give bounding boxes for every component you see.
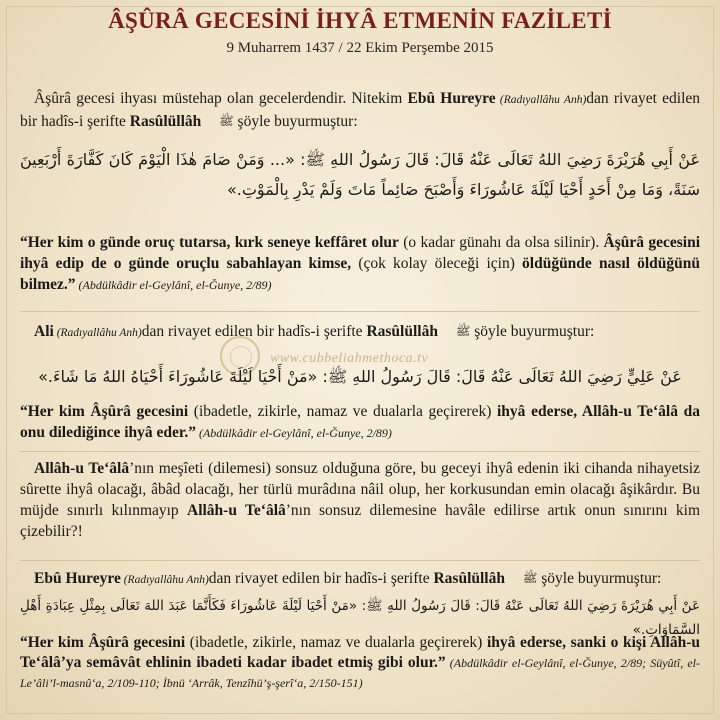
- section2-translation: “Her kim Âşûrâ gecesini (ibadetle, zikirle, namaz ve dualarla geçirerek) ihyâ ederse, Allâh-u Te‘âlâ da onu dilediğince ihyâ eder.” (Abdülkâdir el-Geylânî, el-Ğunye, 2/89): [20, 403, 700, 441]
- divider: [20, 451, 700, 452]
- watermark-site: www.cubbeliahmethoca.tv: [270, 351, 429, 366]
- section4-intro: Ebû Hureyre (Radıyallâhu Anh)dan rivayet edilen bir hadîs-i şerifte Rasûlüllâh ﷺ şöyle buyurmuştur:: [34, 570, 662, 587]
- salawat-icon: ﷺ: [219, 114, 234, 128]
- section4-translation: “Her kim Âşûrâ gecesini (ibadetle, zikirle, namaz ve dualarla geçirerek) ihyâ ederse, sanki o kişi Allâh-u Te‘âlâ’ya semâvât ehlinin ibadeti kadar ibadet etmiş gibi olur.” (Abdülkâdir el-Geylânî, el-Ğunye, 2/89; Süyûtî, el-Le’âli’l-masnû‘a, 2/109-110; İbnü ‘Arrâk, Tenzîhü’ş-şerî‘a, 2/150-151): [20, 634, 701, 690]
- section3-commentary: Allâh-u Te‘âlâ’nın meşîeti (dilemesi) sonsuz olduğuna göre, bu geceyi ihyâ edenin iki cihanda nihayetsiz sûrette ihyâ olacağı, âbâd olacağı, her türlü murâdına nâil olup, her korkusundan emin olacağı âşikârdır. Bu müjde sınırlı kılınmayıp Allâh-u Te‘âlâ’nın sonsuz dilemesine havâle edilirse artık onun sınırını kim çizebilir?!: [20, 460, 700, 540]
- section2-intro: Ali (Radıyallâhu Anh)dan rivayet edilen bir hadîs-i şerifte Rasûlüllâh ﷺ şöyle buyurmuştur:: [34, 323, 595, 340]
- page-date: 9 Muharrem 1437 / 22 Ekim Perşembe 2015: [226, 40, 494, 56]
- divider: [20, 311, 700, 312]
- divider: [20, 560, 700, 561]
- section1-arabic-hadith: عَنْ أَبِي هُرَيْرَةَ رَضِيَ اللهُ تَعَالَى عَنْهُ قَالَ: قَالَ رَسُولُ اللهِ ﷺ: «... وَمَنْ صَامَ هٰذَا الْيَوْمَ كَانَ كَفَّارَةَ أَرْبَعِينَ سَنَةً، وَمَا مِنْ أَحَدٍ أَحْيَا لَيْلَةَ عَاشُورَاءَ وَأَصْبَحَ صَائِماً مَاتَ وَلَمْ يَدْرِ بِالْمَوْتِ.»: [20, 150, 700, 199]
- section1-translation: “Her kim o günde oruç tutarsa, kırk seneye keffâret olur (o kadar günahı da olsa silinir). Âşûrâ gecesini ihyâ edip de o günde oruçlu sabahlayan kimse, (çok kolay öleceği için) öldüğünde nasıl öldüğünü bilmez.” (Abdülkâdir el-Geylânî, el-Ğunye, 2/89): [20, 234, 701, 293]
- section4-arabic-hadith: عَنْ أَبِي هُرَيْرَةَ رَضِيَ اللهُ تَعَالَى عَنْهُ قَالَ: قَالَ رَسُولُ اللهِ ﷺ: «مَنْ أَحْيَا لَيْلَةَ عَاشُورَاءَ فَكَأَنَّمَا عَبَدَ اللهَ تَعَالَى بِمِثْلِ عِبَادَةِ أَهْلِ السَّمَاوَاتِ.»: [20, 598, 700, 638]
- section2-arabic-hadith: عَنْ عَلِيٍّ رَضِيَ اللهُ تَعَالَى عَنْهُ قَالَ: قَالَ رَسُولُ اللهِ ﷺ: «مَنْ أَحْيَا لَيْلَةَ عَاشُورَاءَ أَحْيَاهُ اللهُ مَا شَاءَ.»: [38, 367, 682, 386]
- salawat-icon: ﷺ: [522, 571, 538, 585]
- salawat-icon: ﷺ: [455, 324, 471, 338]
- page-title: ÂŞÛRÂ GECESİNİ İHYÂ ETMENİN FAZİLETİ: [108, 8, 612, 33]
- section1-intro: Âşûrâ gecesi ihyası müstehap olan gecelerdendir. Nitekim Ebû Hureyre (Radıyallâhu Anh)dan rivayet edilen bir hadîs-i şerifte Rasûlüllâh ﷺ şöyle buyurmuştur:: [20, 90, 701, 130]
